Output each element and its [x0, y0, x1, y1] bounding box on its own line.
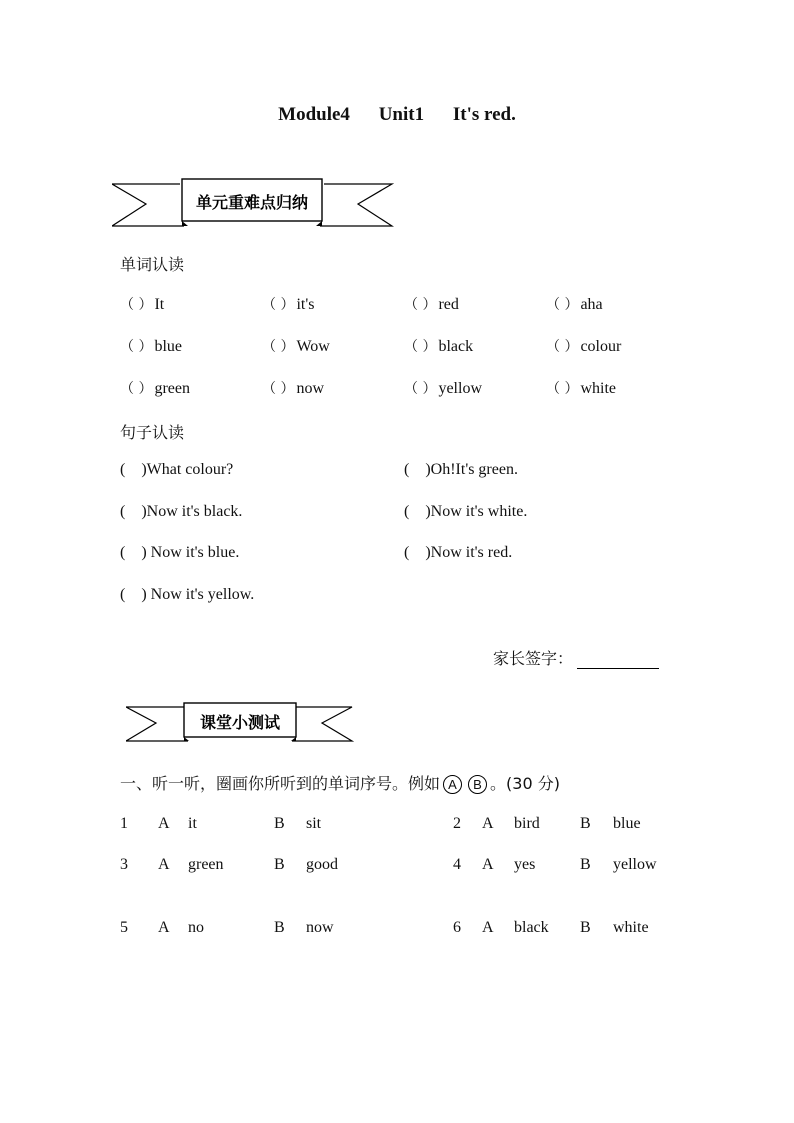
word-item: [120, 336, 182, 356]
option-a-letter[interactable]: A: [158, 815, 170, 832]
question-number: 2: [453, 815, 461, 832]
word-text: aha: [580, 296, 603, 313]
answer-blank[interactable]: （ ）: [120, 297, 153, 313]
page-title: [0, 104, 794, 126]
sentence-text: Now it's red.: [430, 544, 513, 561]
title-text: It's red.: [452, 104, 516, 125]
option-b-word: now: [306, 919, 334, 936]
parent-signature: [493, 646, 659, 669]
answer-blank[interactable]: （ ）: [262, 381, 295, 397]
instruction-text: 一、听一听，圈画你所听到的单词序号。例如: [120, 774, 441, 793]
sentence-item: [120, 544, 239, 562]
word-text: red: [438, 296, 459, 313]
word-text: Wow: [296, 338, 330, 355]
word-text: colour: [580, 338, 622, 355]
option-a-word: green: [188, 856, 224, 873]
option-b-letter[interactable]: B: [274, 919, 285, 936]
answer-blank[interactable]: （ ）: [404, 381, 437, 397]
question-number: 5: [120, 919, 128, 936]
banner-label: 课堂小测试: [199, 713, 280, 732]
answer-blank[interactable]: （ ）: [120, 339, 153, 355]
option-b-letter[interactable]: B: [580, 919, 591, 936]
word-text: green: [154, 380, 190, 397]
word-item: [546, 294, 603, 314]
option-a-word: bird: [514, 815, 540, 832]
option-b-word: good: [306, 856, 338, 873]
answer-blank[interactable]: ( ): [120, 586, 147, 603]
answer-blank[interactable]: ( ): [120, 503, 147, 520]
word-item: [404, 336, 473, 356]
word-text: blue: [154, 338, 182, 355]
sentence-text: Now it's yellow.: [146, 586, 255, 603]
title-module: Module4: [278, 104, 350, 125]
answer-blank[interactable]: （ ）: [546, 297, 579, 313]
word-item: [404, 378, 482, 398]
question-number: 3: [120, 856, 128, 873]
sentence-text: Now it's white.: [430, 503, 528, 520]
word-item: [120, 294, 164, 314]
sentence-item: [120, 586, 254, 604]
sentence-text: Oh!It's green.: [430, 461, 518, 478]
word-text: white: [580, 380, 616, 397]
answer-blank[interactable]: ( ): [404, 503, 431, 520]
sentences-heading: 句子认读: [120, 423, 185, 442]
answer-blank[interactable]: ( ): [404, 544, 431, 561]
word-item: [120, 378, 190, 398]
word-item: [546, 378, 616, 398]
option-b-word: yellow: [613, 856, 657, 873]
sentence-item: [404, 503, 527, 521]
option-a-letter[interactable]: A: [482, 919, 494, 936]
option-a-letter[interactable]: A: [482, 856, 494, 873]
option-b-letter[interactable]: B: [580, 815, 591, 832]
answer-blank[interactable]: （ ）: [546, 381, 579, 397]
words-heading: 单词认读: [120, 255, 185, 274]
word-text: now: [296, 380, 325, 397]
word-text: It: [154, 296, 165, 313]
word-text: it's: [296, 296, 315, 313]
example-circled-a: A: [443, 775, 462, 794]
sentence-text: Now it's blue.: [146, 544, 240, 561]
option-a-word: no: [188, 919, 204, 936]
option-a-word: yes: [514, 856, 536, 873]
answer-blank[interactable]: ( ): [404, 461, 431, 478]
option-b-word: sit: [306, 815, 322, 832]
signature-line[interactable]: [577, 654, 659, 669]
option-b-word: blue: [613, 815, 641, 832]
sentence-item: [404, 461, 518, 479]
sentence-item: [120, 461, 233, 479]
sentence-text: What colour?: [146, 461, 234, 478]
option-a-letter[interactable]: A: [158, 919, 170, 936]
word-item: [404, 294, 459, 314]
option-b-letter[interactable]: B: [274, 856, 285, 873]
answer-blank[interactable]: （ ）: [404, 339, 437, 355]
answer-blank[interactable]: （ ）: [262, 297, 295, 313]
signature-label: 家长签字：: [493, 649, 574, 668]
word-item: [262, 378, 324, 398]
section-banner-summary: [112, 176, 394, 228]
sentence-item: [120, 503, 242, 521]
word-item: [262, 336, 330, 356]
question-number: 4: [453, 856, 461, 873]
answer-blank[interactable]: ( ): [120, 544, 147, 561]
answer-blank[interactable]: （ ）: [404, 297, 437, 313]
sentence-item: [404, 544, 512, 562]
word-item: [262, 294, 314, 314]
word-text: yellow: [438, 380, 482, 397]
answer-blank[interactable]: （ ）: [546, 339, 579, 355]
banner-label: 单元重难点归纳: [195, 193, 308, 212]
word-item: [546, 336, 621, 356]
answer-blank[interactable]: ( ): [120, 461, 147, 478]
option-a-word: black: [514, 919, 549, 936]
sentence-text: Now it's black.: [146, 503, 243, 520]
listening-instruction: [120, 771, 560, 794]
option-a-word: it: [188, 815, 197, 832]
instruction-score: 。(30 分): [490, 774, 560, 793]
option-b-word: white: [613, 919, 649, 936]
question-number: 1: [120, 815, 128, 832]
section-banner-quiz: [126, 701, 354, 745]
option-a-letter[interactable]: A: [158, 856, 170, 873]
option-b-letter[interactable]: B: [274, 815, 285, 832]
option-b-letter[interactable]: B: [580, 856, 591, 873]
question-number: 6: [453, 919, 461, 936]
title-unit: Unit1: [378, 104, 425, 125]
answer-blank[interactable]: （ ）: [262, 339, 295, 355]
example-circled-b: B: [468, 775, 487, 794]
word-text: black: [438, 338, 474, 355]
option-a-letter[interactable]: A: [482, 815, 494, 832]
answer-blank[interactable]: （ ）: [120, 381, 153, 397]
